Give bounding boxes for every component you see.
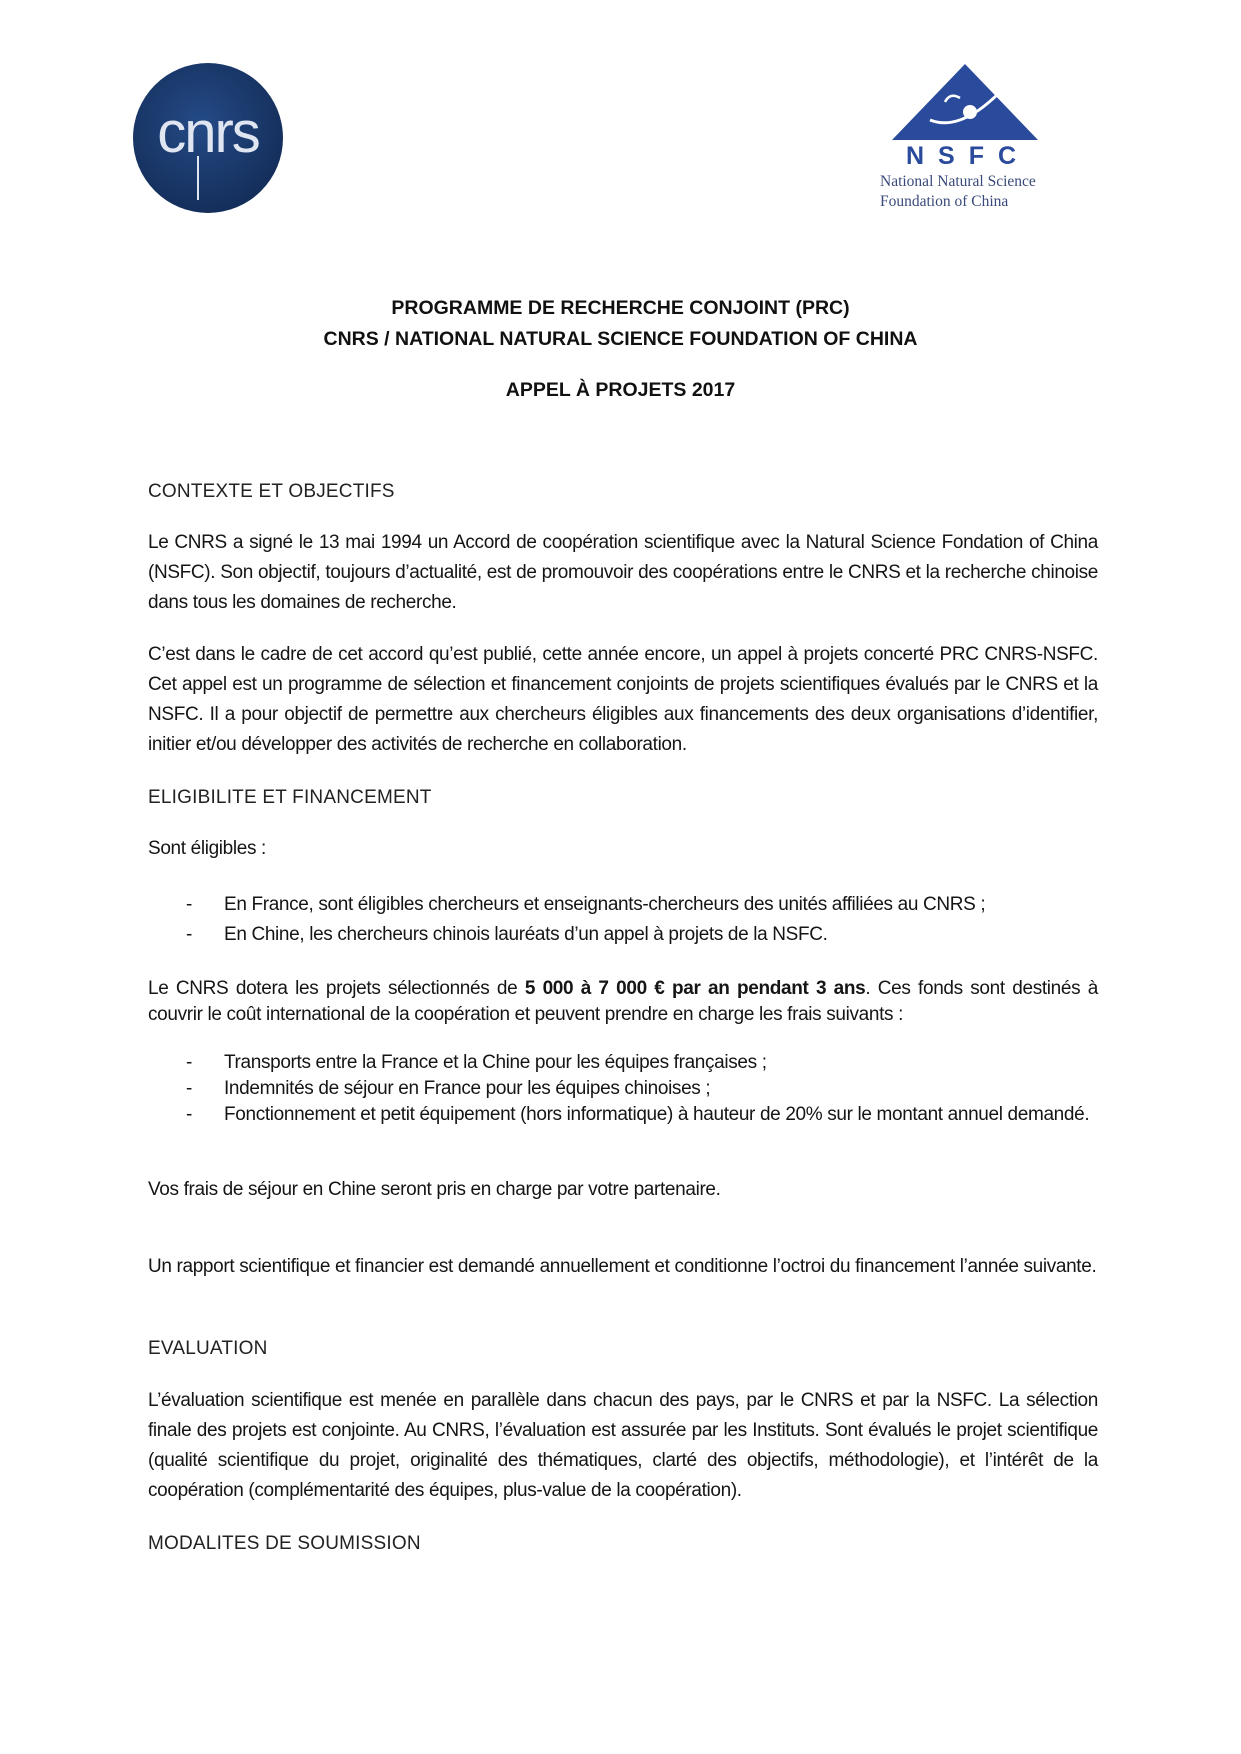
paragraph-evaluation: L’évaluation scientifique est menée en parallèle dans chacun des pays, par le CNRS et par la NSFC. La sélection finale des projets est conjointe. Au CNRS, l’évaluation est assurée par les Instituts. Sont évalués le projet scientifique (qualité scientifique du projet, originalité des thématiques, clarté des objectifs, méthodologie), et l’intérêt de la coopération (complémentarité des équipes, plus-value de la coopération). (148, 1390, 1098, 1501)
nsfc-logo (880, 62, 1070, 212)
paragraph-contexte-2: C’est dans le cadre de cet accord qu’est publié, cette année encore, un appel à projets concerté PRC CNRS-NSFC. Cet appel est un programme de sélection et financement conjoints de projets scientifiques évalués par le CNRS et la NSFC. Il a pour objectif de permettre aux chercheurs éligibles aux financements des deux organisations d’identifier, initier et/ou développer des activités de recherche en collaboration. (148, 644, 1098, 755)
list-item: - Transports entre la France et la Chine pour les équipes françaises ; (186, 1052, 767, 1073)
section-heading-evaluation: EVALUATION (148, 1338, 268, 1359)
section-heading-eligibilite: ELIGIBILITE ET FINANCEMENT (148, 787, 432, 808)
eligibility-list (148, 890, 1098, 950)
cnrs-logo (132, 62, 284, 214)
paragraph-eligibles-intro: Sont éligibles : (148, 838, 266, 859)
nsfc-caption (880, 172, 1080, 212)
paragraph-funding: Le CNRS dotera les projets sélectionnés de 5 000 à 7 000 € par an pendant 3 ans. Ces fonds sont destinés à couvrir le coût international de la coopération et peuvent prendre en charge les frais suivants : (148, 978, 1098, 1025)
list-item: - En Chine, les chercheurs chinois lauréats d’un appel à projets de la NSFC. (186, 924, 828, 945)
nsfc-letters: NSFC (906, 142, 1031, 170)
list-item: - Indemnités de séjour en France pour les équipes chinoises ; (186, 1078, 711, 1099)
expenses-list (148, 1050, 1098, 1128)
paragraph-contexte-1: Le CNRS a signé le 13 mai 1994 un Accord de coopération scientifique avec la Natural Science Fondation of China (NSFC). Son objectif, toujours d’actualité, est de promouvoir des coopérations entre le CNRS et la recherche chinoise dans tous les domaines de recherche. (148, 532, 1098, 613)
paragraph-rapport: Un rapport scientifique et financier est demandé annuellement et conditionne l’octroi du financement l’année suivante. (148, 1256, 1097, 1277)
nsfc-caption-line2: Foundation of China (880, 193, 1009, 210)
document-subtitle: APPEL À PROJETS 2017 (505, 379, 736, 401)
document-title-line1: PROGRAMME DE RECHERCHE CONJOINT (PRC) (391, 297, 850, 319)
list-item: - Fonctionnement et petit équipement (hors informatique) à hauteur de 20% sur le montant annuel demandé. (186, 1104, 1090, 1125)
section-heading-modalites: MODALITES DE SOUMISSION (148, 1533, 421, 1554)
paragraph-sejour: Vos frais de séjour en Chine seront pris en charge par votre partenaire. (148, 1179, 721, 1200)
nsfc-triangle-icon (890, 62, 1040, 142)
section-heading-contexte: CONTEXTE ET OBJECTIFS (148, 481, 395, 502)
list-item: - En France, sont éligibles chercheurs et enseignants-chercheurs des unités affiliées au CNRS ; (186, 894, 986, 915)
cnrs-logo-text: cnrs (157, 100, 259, 165)
nsfc-caption-line1: National Natural Science (880, 173, 1036, 190)
funding-amount: 5 000 à 7 000 € par an pendant 3 ans (524, 978, 866, 999)
document-title-line2: CNRS / NATIONAL NATURAL SCIENCE FOUNDATION OF CHINA (323, 328, 918, 350)
